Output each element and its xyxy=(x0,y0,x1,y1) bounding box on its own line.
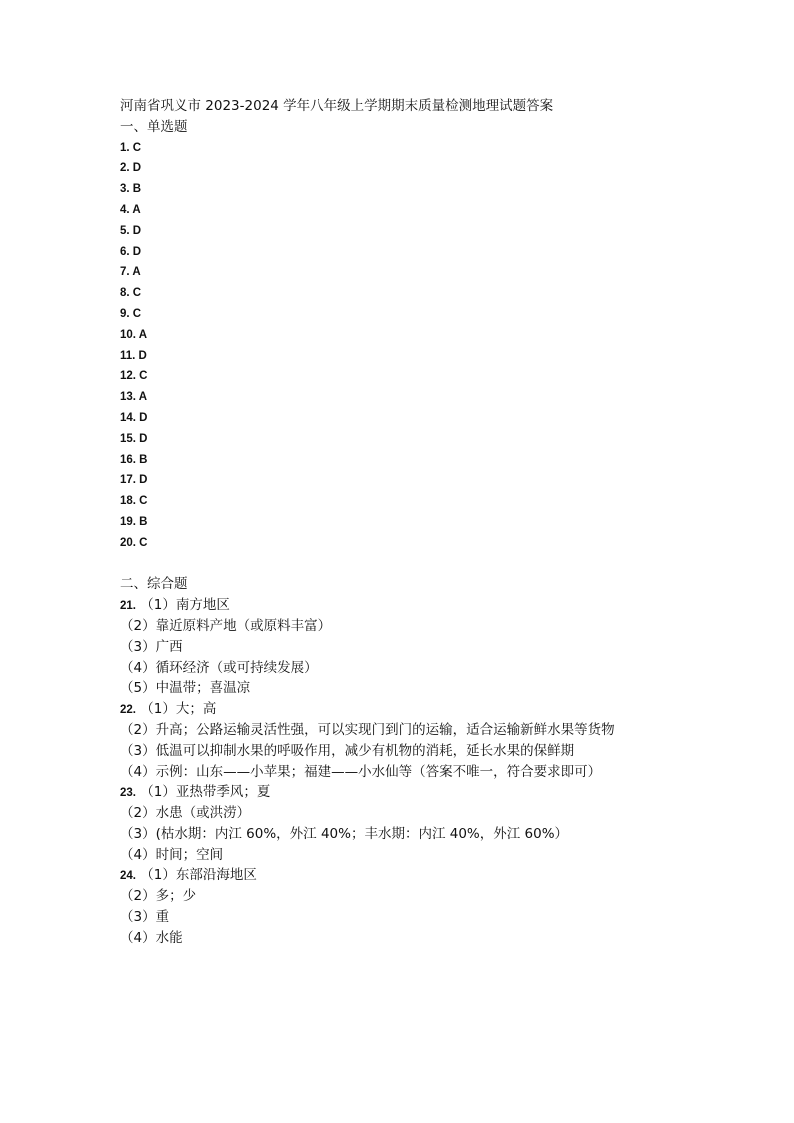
document-title: 河南省巩义市 2023-2024 学年八年级上学期期末质量检测地理试题答案 xyxy=(120,98,554,114)
answer-item: 16. B xyxy=(120,453,148,466)
question-22-part-1: （1）大；高 xyxy=(140,701,217,718)
question-23-part-1: （1）亚热带季风；夏 xyxy=(140,784,271,801)
question-22-first-line xyxy=(120,699,720,720)
question-24-part-2: （2）多；少 xyxy=(120,888,197,905)
question-24-first-line xyxy=(120,865,720,886)
question-number: 21. xyxy=(120,600,136,613)
answer-item: 19. B xyxy=(120,515,148,528)
section-heading-single-choice: 一、单选题 xyxy=(120,118,188,135)
section-heading-comprehensive: 二、综合题 xyxy=(120,576,188,593)
question-number: 24. xyxy=(120,870,136,883)
question-21-part-4: （4）循环经济（或可持续发展） xyxy=(120,659,318,676)
question-23 xyxy=(120,782,720,865)
answer-item: 11. D xyxy=(120,349,147,362)
answer-item: 20. C xyxy=(120,536,148,549)
question-21-part-5: （5）中温带；喜温凉 xyxy=(120,680,251,697)
question-22-part-2: （2）升高；公路运输灵活性强，可以实现门到门的运输，适合运输新鲜水果等货物 xyxy=(120,721,615,738)
answer-item: 4. A xyxy=(120,203,141,216)
question-24-part-4: （4）水能 xyxy=(120,929,183,946)
question-number: 23. xyxy=(120,787,136,800)
question-23-first-line xyxy=(120,782,720,803)
answer-item: 5. D xyxy=(120,224,142,237)
section-spacer xyxy=(120,554,720,575)
question-22-part-3: （3）低温可以抑制水果的呼吸作用，减少有机物的消耗，延长水果的保鲜期 xyxy=(120,742,575,759)
answer-item: 13. A xyxy=(120,391,148,404)
single-choice-answer-list xyxy=(120,138,720,554)
question-number: 22. xyxy=(120,704,136,717)
answer-item: 8. C xyxy=(120,287,142,300)
question-22-part-4: （4）示例：山东——小苹果；福建——小水仙等（答案不唯一，符合要求即可） xyxy=(120,763,602,780)
question-21-part-3: （3）广西 xyxy=(120,638,183,655)
question-22 xyxy=(120,699,720,782)
answer-item: 10. A xyxy=(120,328,148,341)
answer-item: 3. B xyxy=(120,183,142,196)
question-21-part-2: （2）靠近原料产地（或原料丰富） xyxy=(120,617,332,634)
answer-item: 15. D xyxy=(120,432,148,445)
question-23-part-2: （2）水患（或洪涝） xyxy=(120,805,251,822)
answer-item: 6. D xyxy=(120,245,142,258)
answer-sheet xyxy=(120,96,720,949)
answer-item: 17. D xyxy=(120,474,148,487)
question-21-first-line xyxy=(120,595,720,616)
answer-item: 2. D xyxy=(120,162,142,175)
question-24 xyxy=(120,865,720,948)
answer-item: 9. C xyxy=(120,307,142,320)
question-23-part-3: （3）(枯水期：内江 60%，外江 40%；丰水期：内江 40%，外江 60%） xyxy=(120,825,569,842)
question-21-part-1: （1）南方地区 xyxy=(140,597,230,614)
question-21 xyxy=(120,595,720,699)
answer-item: 12. C xyxy=(120,370,148,383)
answer-item: 7. A xyxy=(120,266,141,279)
answer-item: 14. D xyxy=(120,411,148,424)
question-24-part-3: （3）重 xyxy=(120,909,170,926)
question-24-part-1: （1）东部沿海地区 xyxy=(140,867,257,884)
question-23-part-4: （4）时间；空间 xyxy=(120,846,224,863)
answer-item: 18. C xyxy=(120,495,148,508)
answer-item: 1. C xyxy=(120,141,142,154)
